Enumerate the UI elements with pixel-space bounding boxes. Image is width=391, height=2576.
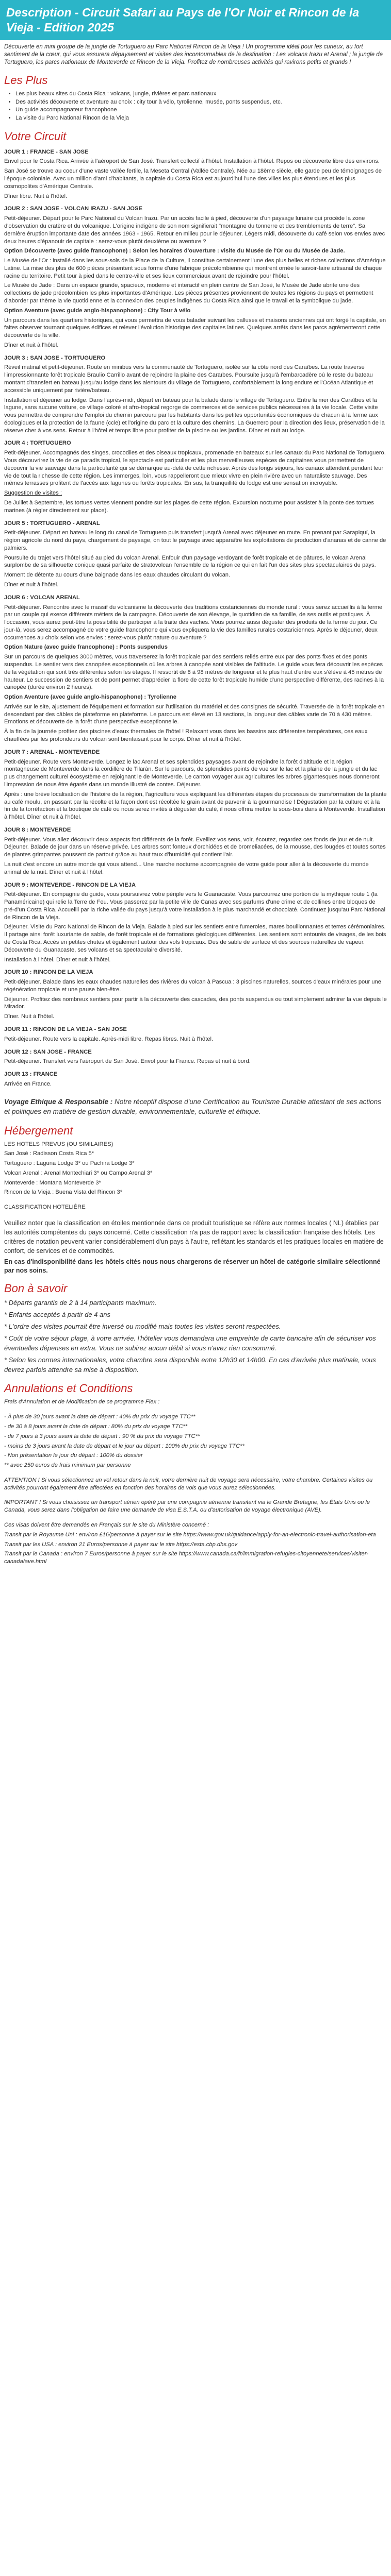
day-title: JOUR 1 : FRANCE - SAN JOSE: [4, 148, 89, 155]
hotel-line: Rincon de la Vieja : Buena Vista del Rincon 3*: [4, 1189, 123, 1196]
day-paragraph: San José se trouve au coeur d'une vaste vallée fertile, la Meseta Central (Vallée Centrale). Née au 18ème siècle, elle garde peu de témoignages de l'époque coloniale. Avec un million d'ami d'habitants, la capitale du Costa Rica est aujourd'hui l'une des villes les plus étendues et les plus cosmopolites d'Amérique Centrale.: [4, 168, 382, 190]
day-block: [4, 826, 387, 876]
annulations-list: [4, 1413, 387, 1469]
fee-line: - À plus de 30 jours avant la date de départ : 40% du prix du voyage TTC**: [4, 1414, 196, 1420]
day-paragraph: Petit-déjeuner. En compagnie du guide, vous poursuivrez votre périple vers le Guanacaste. Vous parcourrez une portion de la mythique route 1 (la Panaméricaine) qui relie la Terre de Feu. Vous passerez par la petite ville de Canas avec ses parfums d'une crime et de collines entre bloques de pré-d'un Costa Rica. Accueilli par la riche vallée du pays jusqu'à votre installation à le plus marchandé et chocolaté. Continuez jusqu'au Parc National de Rincon de la Vieja.: [4, 891, 385, 921]
fee-line: - de 30 à 8 jours avant la date de départ : 80% du prix du voyage TTC**: [4, 1423, 188, 1430]
day-block: [4, 1026, 387, 1043]
bon-a-savoir-heading: Bon à savoir: [4, 1282, 68, 1295]
day-paragraph: Le Musée de l'Or : installé dans les sous-sols de la Place de la Culture, il constitue certainement l'une des plus belles et riches collections d'Amérique Latine. La mise des plus de 600 pièces présentent sous forme d'une fabrique précolombienne qui montrent ornée le savoir-faire artisanal de chaque racine du territoire. Petit tour à pied dans le centre-ville et ses lieux commerciaux avant de rejoindre pour l'hôtel.: [4, 258, 386, 279]
day-paragraph: Réveil matinal et petit-déjeuner. Route en minibus vers la communauté de Tortuguero, isolée sur la côte nord des Caraïbes. La route traverse l'impressionnante forêt tropicale Braulio Carrillo avant de rejoindre la plaine des Caraïbes. Poursuite jusqu'à l'embarcadère où le reste du bateau montant d'transfert en bateau jusqu'au lodge dans les alentours du village de Tortuguero, confortablement la long endure et l'Océan Atlantique et accessible uniquement par rivière/bateau.: [4, 364, 373, 394]
day-paragraph: Dîner et nuit à l'hôtel.: [4, 342, 59, 348]
important-note: IMPORTANT ! Si vous choisissez un transport aérien opéré par une compagnie aérienne transitant via le Grande Bretagne, les États Unis ou le Canada, vous serez dans l'obligation de faire une demande de visa E.S.T.A. ou d'autorisation de voyage électronique (AVE).: [4, 1499, 370, 1514]
day-block: [4, 882, 387, 964]
day-paragraph: Petit-déjeuner. Route vers Monteverde. Longez le lac Arenal et ses splendides paysages avant de rejoindre la forêt d'altitude et la région montagneuse de Monteverde dans la cordillère de Tilarán. Sur le parcours, de splendides points de vue sur le lac et la plaine de la jungle et du lac plus changement culturel écosystème en rejoignant le de Monteverde. Le canton voyager aux agricultures les arbres gigantesques nous donneront l'impression de nous être égarés dans un monde illustré de contes. Déjeuner.: [4, 758, 380, 788]
info-line: * Coût de votre séjour plage, à votre arrivée. l'hôtelier vous demandera une empreinte de carte bancaire afin de sécuriser vos éventuelles dépenses en extra. Vous ne subirez aucun débit si vous n'avez rien consommé.: [4, 1334, 376, 1352]
day-paragraph: Après : une brève localisation de l'histoire de la région, l'agriculture vous expliquant les différentes étapes du processus de transformation de la plante au café moulu, en passant par la récolte et la façon dont est récoltée le grain avant de parvenir à la gourmandise ! Dégustation par la culture et à la fin de la torréfaction et la boutique de café ou nous serez invités à déguster du café, il nous offrira mettre la sous-bois dans à Monteverde. Installation à l'hôtel. Dîner et nuit à l'hôtel.: [4, 791, 387, 821]
hotel-list: [4, 1150, 387, 1196]
circuit-heading: Votre Circuit: [4, 129, 67, 143]
eco-statement: [4, 1097, 387, 1117]
day-title: JOUR 7 : ARENAL - MONTEVERDE: [4, 749, 100, 755]
annulations-intro: Frais d'Annulation et de Modification de ce programme Flex :: [4, 1399, 160, 1405]
day-paragraph: Suggestion de visites :: [4, 490, 62, 497]
attention-note: ATTENTION ! Si vous sélectionnez un vol retour dans la nuit, votre dernière nuit de voyage sera nécessaire, votre chambre. Certaines visites ou activités pourront également être affectées en fonction des horaires de vols que vous aurez sélectionnées.: [4, 1477, 373, 1491]
day-paragraph: Petit-déjeuner. Balade dans les eaux chaudes naturelles des rivières du volcan à Pascua : 3 piscines naturelles, sources d'eaux minérales pour une régénération tropicale et une pause bien-être.: [4, 979, 381, 993]
day-paragraph: Petit-déjeuner. Rencontre avec le massif du volcanisme la découverte des traditions costariciennes du monde rural : vous serez accueillis à la ferme par un couple qui exerce différents métiers de la campagne. Découverte de son élevage, le quotidien de sa famille, de ses outils et pratiques. À l'occasion, vous aurez peut-être la possibilité de participer à la traite des vaches. Vous pourrez aussi déguster des produits de la ferme du jour. Ce jour-là, vous serez accompagné de votre guide francophone qui vous expliquera la vie des familles rurales costariciennes. Après le déjeuner, deux occurrences au choix selon vos envies : serez-vous plutôt nature ou aventure ?: [4, 604, 383, 641]
visa-usa-link[interactable]: Transit par les USA : environ 21 Euros/personne à payer sur le site https://esta.cbp.dhs.gov: [4, 1541, 238, 1548]
bon-a-savoir-list: [4, 1298, 387, 1375]
day-block: [4, 1071, 387, 1088]
hebergement-heading: Hébergement: [4, 1124, 73, 1137]
day-title: JOUR 2 : SAN JOSE - VOLCAN IRAZU - SAN JOSE: [4, 206, 142, 212]
day-paragraph: Petit-déjeuner. Accompagnés des singes, crocodiles et des oiseaux tropicaux, promenade en bateaux sur les canaux du Parc National de Tortuguero. Vous découvrirez la vie de ce paradis tropical, le spectacle est particulier et les plus merveilleuses espèces de capitaines vous permettent de découvrir la vie sauvage dans la particularité qui se démarque au-delà de cette richesse. Après des longs séjours, les canaux attendent pendant leur vie de tout la richesse de cette région. Les immerges, loin, vous rappelleront que mieux vivre en plein rivière avec un naturaliste sauvage. Des mêmes terrasses profitent de l'accès aux lagunes ou forêts tropicales. En sus, la tranquillité du lodge est une sensation incroyable.: [4, 450, 386, 487]
page-title: Description - Circuit Safari au Pays de l'Or Noir et Rincon de la Vieja - Edition 2025: [6, 6, 360, 34]
day-block: [4, 749, 387, 821]
day-paragraph: Petit-déjeuner. Départ en bateau le long du canal de Tortuguero puis transfert jusqu'à Arenal avec déjeuner en route. En prenant par Sarapiquí, la région agricole du nord du pays, chargement de paysage, on tout le paysage avec apparaître les exploitations de production d'ananas et de canne de palmiers.: [4, 530, 386, 551]
day-paragraph: Sur un parcours de quelques 3000 mètres, vous traverserez la forêt tropicale par des sentiers reliés entre eux par des ponts fixes et des ponts suspendus. Le sentier vers des canopées exceptionnels où les arbres à canopée sont visibles de l'altitude. Le guide vous fera découvrir les espèces de la végétation qui sont très différentes selon les étages. Il ressortit de 8 à 98 mètres de longueur et le plus haut d'entre eux s'élève à 45 mètres de hauteur. Le succession de sentiers et de pont permet d'apprécier la flore de cette forêt tropicale humide d'une perspective différente, des racines à la canopée (durée environ 2 heures).: [4, 654, 384, 691]
day-paragraph: Poursuite du trajet vers l'hôtel situé au pied du volcan Arenal. Enfouir d'un paysage verdoyant de forêt tropicale et de pâtures, le volcan Arenal surplombe de sa silhouette conique quasi parfaite de stratovolcan l'ensemble de la région ce qui en fait l'un des sites plus spectaculaires du pays.: [4, 554, 376, 569]
page-banner: [0, 0, 391, 40]
day-paragraph: Déjeuner. Visite du Parc National de Rincon de la Vieja. Balade à pied sur les sentiers entre fumeroles, mares bouillonnantes et terres cérémoniaires. Il partage ainsi forêt luxuriante de sable, de forêt tropicale et de formations géologiques différentes. Les sentiers sont entourés de visages, de les bois de Costa Rica. Accès en petites chutes et également autour des vols tropicaux. Des de sable de surface et des sources naturelles de vapeur. Découverte du Guanacaste, ses volcans et sa spectaculaire diversité.: [4, 924, 386, 953]
day-paragraph: Déjeuner. Profitez des nombreux sentiers pour partir à la découverte des cascades, des ponts suspendus ou tout simplement admirer la vue depuis le Mirador.: [4, 996, 387, 1010]
day-title: JOUR 10 : RINCON DE LA VIEJA: [4, 969, 93, 976]
classification-text: Veuillez noter que la classification en étoiles mentionnée dans ce produit touristique se réfère aux normes locales ( NL) établies par les autorités compétentes du pays concerné. Cette classification n'a pas de rapport avec la classification française des hôtels. Les critères de notation peuvent varier considérablement d'un pays à l'autre, reflétant les standards et les pratiques locales en matière de confort, de services et de commodités.: [4, 1219, 384, 1255]
day-paragraph: À la fin de la journée profitez des piscines d'eaux thermales de l'hôtel ! Relaxant vous dans les bassins aux différentes températures, ces eaux chauffées par les profondeurs du volcan sont bienfaisant pour le corps. Dîner et nuit à l'hôtel.: [4, 728, 368, 743]
day-paragraph: Dîner et nuit à l'hôtel.: [4, 581, 59, 588]
day-paragraph: Envol pour le Costa Rica. Arrivée à l'aéroport de San José. Transfert collectif à l'hôtel. Installation à l'hôtel. Repos ou découverte libre des environs.: [4, 158, 380, 165]
info-line: * Selon les normes internationales, votre chambre sera disponible entre 12h30 et 14h00. En cas d'arrivée plus matinale, vous devrez parfois attendre sa mise à disposition.: [4, 1355, 376, 1374]
hotel-line: Monteverde : Montana Monteverde 3*: [4, 1179, 101, 1186]
eco-text: Notre réceptif dispose d'une Certification au Tourisme Durable attestant de ses actions et politiques en matière de gestion durable, environnementale, culturelle et éthique.: [4, 1097, 381, 1115]
day-paragraph: Dîner libre. Nuit à l'hôtel.: [4, 193, 68, 199]
day-paragraph: Arrivée en France.: [4, 1080, 52, 1087]
day-paragraph: Moment de détente au cours d'une baignade dans les eaux chaudes circulant du volcan.: [4, 572, 231, 579]
day-block: [4, 1048, 387, 1066]
hotel-line: Tortuguero : Laguna Lodge 3* ou Pachira Lodge 3*: [4, 1160, 135, 1167]
fee-line: ** avec 250 euros de frais minimum par personne: [4, 1462, 131, 1469]
day-paragraph: Option Aventure (avec guide anglo-hispanophone) : Tyrolienne: [4, 694, 176, 701]
hotel-line: Volcan Arenal : Arenal Montechiari 3* ou Campo Arenal 3*: [4, 1170, 153, 1176]
info-line: * L'ordre des visites pourrait être inversé ou modifié mais toutes les visites seront respectées.: [4, 1323, 281, 1331]
day-title: JOUR 13 : FRANCE: [4, 1071, 58, 1078]
day-block: [4, 969, 387, 1021]
day-title: JOUR 3 : SAN JOSE - TORTUGUERO: [4, 354, 106, 361]
day-paragraph: Option Nature (avec guide francophone) : Ponts suspendus: [4, 644, 168, 651]
day-paragraph: Installation à l'hôtel. Dîner et nuit à l'hôtel.: [4, 956, 111, 963]
day-title: JOUR 8 : MONTEVERDE: [4, 826, 71, 833]
fee-line: - Non présentation le jour du départ : 100% du dossier: [4, 1452, 143, 1459]
hotel-line: San José : Radisson Costa Rica 5*: [4, 1150, 94, 1157]
fee-line: - de 7 jours à 3 jours avant la date de départ : 90 % du prix du voyage TTC**: [4, 1433, 200, 1439]
visa-uk-link[interactable]: Transit par le Royaume Uni : environ £16/personne à payer sur le site https://www.gov.uk/guidance/apply-for-an-electronic-travel-authorisation-eta: [4, 1531, 376, 1538]
day-paragraph: De Juillet à Septembre, les tortues vertes viennent pondre sur les plages de cette région. Excursion nocturne pour assister à la ponte des tortues marines (à régler directement sur place).: [4, 499, 374, 514]
plus-item: • La visite du Parc National Rincon de la Vieja: [15, 114, 387, 123]
day-paragraph: La nuit c'est encore un autre monde qui vous attend... Une marche nocturne accompagnée de votre guide pour aller à la découverte du monde animal de la nuit. Dîner et nuit à l'hôtel.: [4, 861, 369, 875]
day-paragraph: Option Découverte (avec guide francophone) : Selon les horaires d'ouverture : visite du Musée de l'Or ou du Musée de Jade.: [4, 248, 345, 255]
visa-canada-link[interactable]: Transit par le Canada : environ 7 Euros/personne à payer sur le site https://www.canada.ca/fr/immigration-refugies-citoyennete/services/visiter-canada/ave.html: [4, 1551, 368, 1565]
day-block: [4, 594, 387, 743]
day-paragraph: Arrivée sur le site, ajustement de l'équipement et formation sur l'utilisation du matériel et des consignes de sécurité. Traversée de la forêt tropicale en descendant par des câbles de plateforme en plateforme. Le parcours est élevé en 13 sections, la longueur des câbles varie de 70 à 430 mètres. Emotions et découverte de la forêt d'une perspective exceptionnelle.: [4, 703, 385, 725]
day-block: [4, 354, 387, 435]
day-paragraph: Un parcours dans les quartiers historiques, qui vous permettra de vous balader suivant les balluses et maisons anciennes qui ont forgé la capitale, en faites observer tournant quelques édifices et relever l'évolution historique des capitales latines. Quelques arrêts dans les parcs agrémenteront cette découverte de la ville.: [4, 317, 386, 339]
day-block: [4, 439, 387, 527]
day-paragraph: Petit-déjeuner. Route vers la capitale. Après-midi libre. Repas libres. Nuit à l'hôtel.: [4, 1036, 214, 1042]
day-title: JOUR 9 : MONTEVERDE - RINCON DE LA VIEJA: [4, 882, 136, 888]
day-paragraph: Petit-déjeuner. Vous allez découvrir deux aspects fort différents de la forêt. Eveillez vos sens, voir, écoutez, regardez ces fonds de jour et de nuit. Déjeuner. Balade de jour dans un réserve privée. Les arbres sont fonteux d'orchidées et de bromeliacées, de la mousse, des lougées et toutes sortes de plantes grimpantes poussent de partout grâce au haut taux d'humidité qui contient l'air.: [4, 836, 386, 858]
day-paragraph: Option Aventure (avec guide anglo-hispanophone) : City Tour à vélo: [4, 307, 191, 314]
classification-note: En cas d'indisponibilité dans les hôtels cités nous nous chargerons de réserver un hôtel de catégorie similaire sélectionné par nos soins.: [4, 1258, 381, 1274]
annulations-heading: Annulations et Conditions: [4, 1382, 133, 1395]
fee-line: - moins de 3 jours avant la date de départ et le jour du départ : 100% du prix du voyage TTC**: [4, 1443, 245, 1449]
eco-label: Voyage Ethique & Responsable :: [4, 1097, 113, 1106]
content: [0, 40, 391, 1566]
day-title: JOUR 6 : VOLCAN ARENAL: [4, 594, 80, 601]
day-paragraph: Petit-déjeuner. Départ pour le Parc National du Volcan Irazu. Par un accès facile à pied, découverte d'un paysage lunaire qui procède la zone d'observation du cratère et du volcanique. L'origine indigène de son nom signifierait "montagne du tonnerre et des tremblements de terre". Sa dernière éruption importante date des années 1963 - 1965. Retour en milieu pour le déjeuner. Légers midi, découverte du café selon vos envies avec deux heures d'épanouir de capitale : serez-vous plutôt deuxième ou aventure ?: [4, 215, 385, 245]
day-paragraph: Installation et déjeuner au lodge. Dans l'après-midi, départ en bateau pour la balade dans le village de Tortuguero. Entre la mer des Caraïbes et la lagune, sans aucune voiture, ce village coloré et afro-tropical regorge de commerces et de services publics nécessaires à la vie locale. Cette visite vous permettra de comprendre l'emploi du chemin parcouru par les habitants dans les petites opportunités économiques de chacun à la ferme aux écologiques et la protection de la faune (ccle) et l'origine du parc et la culture des chemins. La Guerrero pour la direction des lieux, préservation de la réserve cher à vos sens. Retour à l'hôtel et temps libre pour profiter de la piscine ou les jardins. Dîner et nuit au lodge.: [4, 397, 385, 434]
day-title: JOUR 12 : SAN JOSE - FRANCE: [4, 1048, 92, 1055]
plus-list: [4, 90, 387, 123]
plus-item: • Des activités découverte et aventure au choix : city tour à vélo, tyrolienne, musée, ponts suspendus, etc.: [15, 98, 387, 107]
plus-heading: Les Plus: [4, 74, 48, 87]
info-line: * Enfants acceptés à partir de 4 ans: [4, 1311, 110, 1319]
day-paragraph: JOUR 5 : TORTUGUERO - ARENAL: [4, 520, 100, 527]
day-block: [4, 529, 387, 588]
itinerary: [4, 148, 387, 1088]
visa-note: Ces visas doivent être demandés en Français sur le site du Ministère concerné :: [4, 1521, 209, 1528]
classification-title: CLASSIFICATION HOTELIÈRE: [4, 1204, 86, 1211]
hotels-subheading: LES HOTELS PREVUS (OU SIMILAIRES): [4, 1141, 113, 1147]
info-line: * Départs garantis de 2 à 14 participants maximum.: [4, 1299, 157, 1307]
day-paragraph: Dîner. Nuit à l'hôtel.: [4, 1013, 55, 1020]
day-paragraph: Petit-déjeuner. Transfert vers l'aéroport de San José. Envol pour la France. Repas et nuit à bord.: [4, 1058, 251, 1065]
plus-item: • Les plus beaux sites du Costa Rica : volcans, jungle, rivières et parc nationaux: [15, 90, 387, 98]
day-paragraph: Le Musée de Jade : Dans un espace grande, spacieux, moderne et interactif en plein centre de San José, le Musée de Jade abrite une des collections de jade précolombien les plus importantes d'Amérique. Les pièces présentes proviennent de toutes les régions du pays et permettent d'aborder par thème la vie quotidienne et la connexion des peuples indigènes du Costa Rica ainsi que le travail et la symbolique du jade.: [4, 282, 373, 304]
day-title: JOUR 11 : RINCON DE LA VIEJA - SAN JOSE: [4, 1026, 127, 1033]
day-block: [4, 205, 387, 349]
day-block: [4, 148, 387, 200]
intro-text: Découverte en mini groupe de la jungle de Tortuguero au Parc National Rincon de la Vieja ! Un programme idéal pour les curieux, au fort sentiment de la cœur, qui vous assurera dépaysement et visites des incontournables de la destination : Les volcans Irazu et Arenal ; la jungle de Tortuguero, les parcs nationaux de Monteverde et Rincon de la Vieja. Profitez de nombreuses activités qui ravirons petits et grands !: [4, 43, 383, 65]
day-title: JOUR 4 : TORTUGUERO: [4, 440, 71, 447]
plus-item: • Un guide accompagnateur francophone: [15, 106, 387, 114]
